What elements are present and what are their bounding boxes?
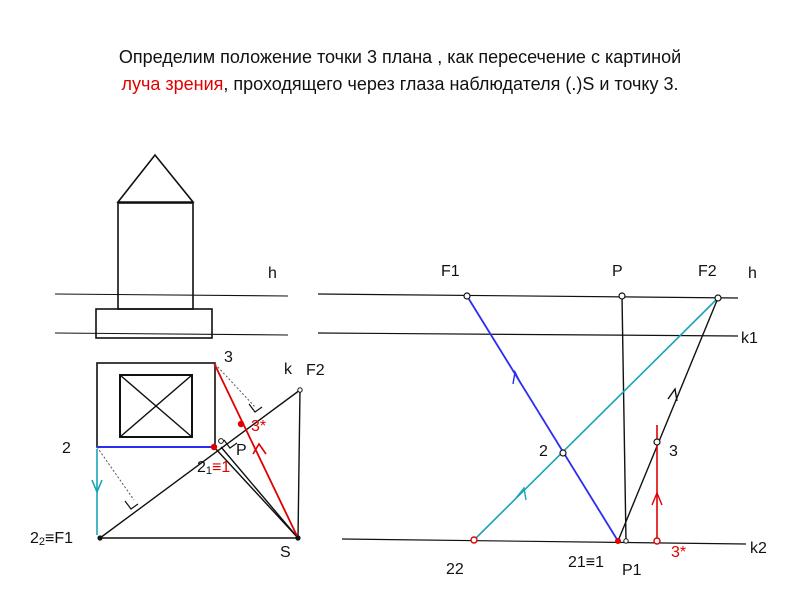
label-k2: k2: [750, 540, 767, 557]
right-angle-marker-1: [249, 404, 262, 412]
label-k: k: [284, 361, 292, 378]
title-line-1: Определим положение точки 3 плана , как пересечение с картиной: [118, 47, 682, 67]
point-2-right: [560, 450, 566, 456]
point-p1: [624, 539, 628, 543]
label-21-right: 21≡1: [568, 554, 605, 571]
vertical-p: [622, 296, 626, 541]
label-3star-right: 3*: [671, 544, 687, 561]
label-f1-right: F1: [441, 263, 460, 280]
label-3star-left: 3*: [251, 418, 267, 435]
black-line-f2: [618, 298, 718, 541]
title-line-2-rest: , проходящего через глаза наблюдателя (.)S и точку 3.: [223, 74, 679, 94]
label-22-f1-left: 22≡F1: [30, 530, 74, 548]
dotted-line-2: [97, 447, 134, 500]
point-p-right: [619, 293, 625, 299]
point-p-left: [219, 439, 224, 444]
point-f1-left: [97, 535, 102, 540]
right-angle-marker-2: [125, 501, 138, 509]
label-3-left: 3: [224, 349, 233, 366]
left-plan-view: [92, 363, 300, 538]
point-21-left: [211, 444, 217, 450]
label-2-right: 2: [539, 443, 548, 460]
label-p-right: P: [612, 263, 623, 280]
blue-line-f1: [467, 296, 618, 541]
point-21-right: [615, 538, 621, 544]
label-h-right: h: [748, 265, 757, 282]
left-front-view: [55, 155, 288, 338]
tower-body: [118, 203, 193, 309]
ground-line: [55, 333, 288, 335]
label-k1: k1: [741, 330, 758, 347]
point-f2-right: [715, 295, 721, 301]
label-p1: P1: [622, 562, 642, 579]
point-f2-left: [298, 388, 302, 392]
label-p-left: P: [236, 442, 247, 459]
horizon-line-h: [55, 294, 288, 296]
label-h-left: h: [268, 265, 277, 282]
label-22-right: 22: [446, 561, 464, 578]
roof: [118, 155, 193, 202]
horizon-line-right: [318, 294, 738, 298]
line-s-to-p: [221, 447, 298, 538]
label-f2-right: F2: [698, 263, 717, 280]
point-3-right: [654, 439, 660, 445]
dotted-line-1: [215, 364, 256, 408]
point-22-right: [471, 537, 477, 543]
label-f2-left: F2: [306, 362, 325, 379]
point-3star-right: [654, 538, 660, 544]
point-3star-left: [238, 421, 244, 427]
label-2-left: 2: [62, 440, 71, 457]
line-k1: [318, 333, 738, 336]
point-s: [295, 535, 300, 540]
label-s: S: [280, 544, 291, 561]
right-perspective: [318, 294, 746, 544]
point-f1-right: [464, 293, 470, 299]
label-21-left: 21≡1: [197, 459, 231, 477]
line-s-to-f2: [298, 390, 300, 538]
label-3-right: 3: [669, 443, 678, 460]
title-highlight: луча зрения: [121, 74, 224, 94]
